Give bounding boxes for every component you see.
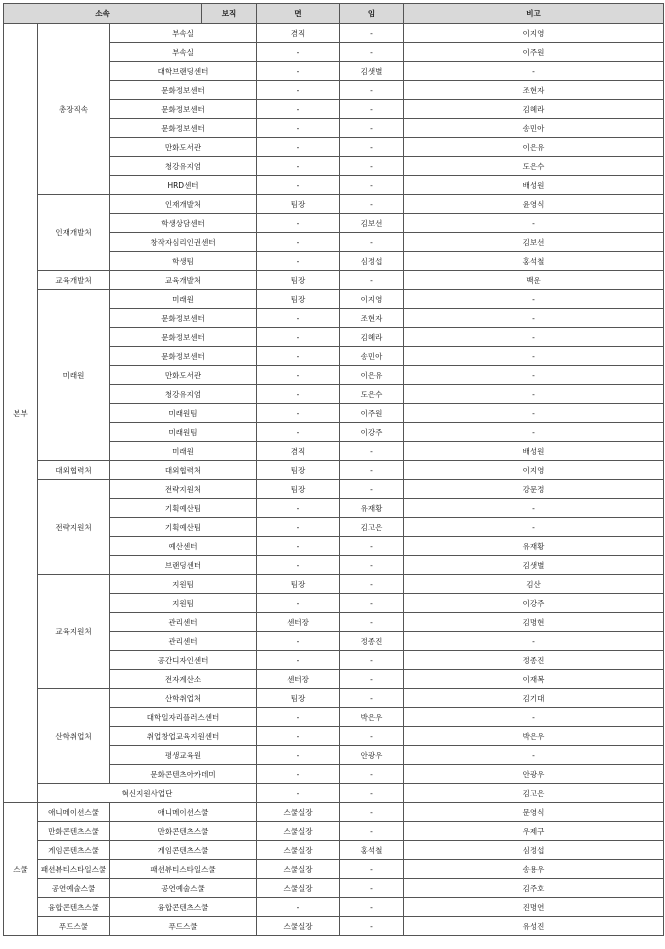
appointed-cell: 도은수	[404, 157, 664, 176]
relieved-cell: 이주원	[340, 404, 404, 423]
unit-cell: 문화정보센터	[110, 119, 257, 138]
position-cell: -	[257, 176, 340, 195]
position-cell: -	[257, 309, 340, 328]
appointed-cell: 안광우	[404, 765, 664, 784]
relieved-cell: -	[340, 765, 404, 784]
appointed-cell: 박은우	[404, 727, 664, 746]
position-cell: 스쿨실장	[257, 822, 340, 841]
subgroup-name: 산학취업처	[38, 689, 110, 784]
position-cell: -	[257, 43, 340, 62]
subgroup-name: 전략지원처	[38, 480, 110, 575]
appointed-cell: -	[404, 518, 664, 537]
relieved-cell: -	[340, 784, 404, 803]
unit-cell: 공간디자인센터	[110, 651, 257, 670]
header-remarks: 비고	[404, 4, 664, 24]
position-cell: 팀장	[257, 290, 340, 309]
unit-cell: 만화콘텐츠스쿨	[110, 822, 257, 841]
appointed-cell: 김고은	[404, 784, 664, 803]
appointed-cell: -	[404, 214, 664, 233]
appointed-cell: -	[404, 708, 664, 727]
relieved-cell: 홍석철	[340, 841, 404, 860]
appointed-cell: 유재황	[404, 537, 664, 556]
unit-cell: 기획예산팀	[110, 499, 257, 518]
appointed-cell: 김기대	[404, 689, 664, 708]
appointed-cell: 조현자	[404, 81, 664, 100]
position-cell: -	[257, 328, 340, 347]
table-row	[4, 898, 664, 917]
appointed-cell: 배성원	[404, 442, 664, 461]
appointed-cell: 문영식	[404, 803, 664, 822]
table-row	[4, 822, 664, 841]
relieved-cell: -	[340, 138, 404, 157]
position-cell: 팀장	[257, 271, 340, 290]
unit-cell: HRD센터	[110, 176, 257, 195]
appointed-cell: 김주호	[404, 879, 664, 898]
relieved-cell: -	[340, 442, 404, 461]
position-cell: -	[257, 385, 340, 404]
relieved-cell: -	[340, 24, 404, 43]
unit-cell: 애니메이션스쿨	[110, 803, 257, 822]
position-cell: 팀장	[257, 689, 340, 708]
table-row	[4, 195, 664, 214]
relieved-cell: -	[340, 81, 404, 100]
subgroup-name: 총장직속	[38, 24, 110, 195]
unit-cell: 창작자심리인권센터	[110, 233, 257, 252]
appointed-cell: 홍석철	[404, 252, 664, 271]
position-cell: 센터장	[257, 670, 340, 689]
table-row	[4, 860, 664, 879]
unit-cell: 전략지원처	[110, 480, 257, 499]
position-cell: 스쿨실장	[257, 860, 340, 879]
appointed-cell: -	[404, 632, 664, 651]
appointed-cell: 이주원	[404, 43, 664, 62]
position-cell: 센터장	[257, 613, 340, 632]
unit-cell: 미래원	[110, 290, 257, 309]
unit-cell: 문화콘텐츠아카데미	[110, 765, 257, 784]
unit-cell: 문화정보센터	[110, 100, 257, 119]
unit-cell: 융합콘텐츠스쿨	[110, 898, 257, 917]
appointed-cell: 심정섭	[404, 841, 664, 860]
position-cell: -	[257, 632, 340, 651]
relieved-cell: -	[340, 917, 404, 936]
relieved-cell: 도은수	[340, 385, 404, 404]
table-row	[4, 784, 664, 803]
subgroup-name: 교육지원처	[38, 575, 110, 689]
unit-cell: 대학브랜딩센터	[110, 62, 257, 81]
relieved-cell: -	[340, 233, 404, 252]
unit-cell: 부속실	[110, 24, 257, 43]
relieved-cell: 이은유	[340, 366, 404, 385]
subgroup-name: 공연예술스쿨	[38, 879, 110, 898]
relieved-cell: -	[340, 176, 404, 195]
appointed-cell: 이지영	[404, 461, 664, 480]
position-cell: -	[257, 651, 340, 670]
table-row	[4, 689, 664, 708]
unit-cell: 문화정보센터	[110, 309, 257, 328]
group-name: 본부	[4, 24, 38, 803]
position-cell: -	[257, 138, 340, 157]
position-cell: -	[257, 784, 340, 803]
relieved-cell: 송민아	[340, 347, 404, 366]
appointed-cell: 유성진	[404, 917, 664, 936]
personnel-table	[3, 3, 664, 936]
appointed-cell: 이은유	[404, 138, 664, 157]
unit-cell: 미래원팀	[110, 404, 257, 423]
table-row	[4, 271, 664, 290]
unit-cell: 관리센터	[110, 613, 257, 632]
unit-cell: 문화정보센터	[110, 81, 257, 100]
relieved-cell: -	[340, 613, 404, 632]
unit-cell: 패션뷰티스타일스쿨	[110, 860, 257, 879]
unit-cell: 문화정보센터	[110, 328, 257, 347]
appointed-cell: 강문정	[404, 480, 664, 499]
position-cell: -	[257, 81, 340, 100]
position-cell: -	[257, 347, 340, 366]
unit-cell: 청강유지엄	[110, 385, 257, 404]
table-row	[4, 841, 664, 860]
unit-cell: 부속실	[110, 43, 257, 62]
appointed-cell: 배성원	[404, 176, 664, 195]
relieved-cell: -	[340, 879, 404, 898]
relieved-cell: -	[340, 898, 404, 917]
subgroup-name: 교육개발처	[38, 271, 110, 290]
position-cell: -	[257, 366, 340, 385]
position-cell: -	[257, 62, 340, 81]
unit-cell: 대외협력처	[110, 461, 257, 480]
unit-cell: 공연예술스쿨	[110, 879, 257, 898]
unit-cell: 문화정보센터	[110, 347, 257, 366]
relieved-cell: 이지영	[340, 290, 404, 309]
relieved-cell: -	[340, 860, 404, 879]
appointed-cell: -	[404, 499, 664, 518]
position-cell: -	[257, 233, 340, 252]
appointed-cell: 김산	[404, 575, 664, 594]
unit-cell: 취업창업교육지원센터	[110, 727, 257, 746]
relieved-cell: 유재황	[340, 499, 404, 518]
relieved-cell: -	[340, 594, 404, 613]
table-row	[4, 290, 664, 309]
relieved-cell: -	[340, 100, 404, 119]
subgroup-name: 애니메이션스쿨	[38, 803, 110, 822]
position-cell: -	[257, 157, 340, 176]
relieved-cell: 김샛별	[340, 62, 404, 81]
table-row	[4, 803, 664, 822]
subgroup-name: 대외협력처	[38, 461, 110, 480]
relieved-cell: -	[340, 195, 404, 214]
position-cell: -	[257, 100, 340, 119]
header-appointed: 임	[340, 4, 404, 24]
position-cell: 스쿨실장	[257, 917, 340, 936]
unit-cell: 학생상담센터	[110, 214, 257, 233]
subgroup-name: 패션뷰티스타일스쿨	[38, 860, 110, 879]
table-row	[4, 879, 664, 898]
unit-cell: 대학일자리플러스센터	[110, 708, 257, 727]
appointed-cell: -	[404, 309, 664, 328]
position-cell: -	[257, 423, 340, 442]
unit-cell: 전자계산소	[110, 670, 257, 689]
position-cell: 팀장	[257, 575, 340, 594]
relieved-cell: -	[340, 537, 404, 556]
relieved-cell: -	[340, 556, 404, 575]
relieved-cell: -	[340, 670, 404, 689]
appointed-cell: -	[404, 746, 664, 765]
appointed-cell: 김보선	[404, 233, 664, 252]
relieved-cell: 조현자	[340, 309, 404, 328]
relieved-cell: -	[340, 803, 404, 822]
unit-cell: 산학취업처	[110, 689, 257, 708]
subgroup-name: 게임콘텐츠스쿨	[38, 841, 110, 860]
position-cell: -	[257, 708, 340, 727]
position-cell: 스쿨실장	[257, 803, 340, 822]
position-cell: -	[257, 404, 340, 423]
position-cell: 팀장	[257, 480, 340, 499]
position-cell: 팀장	[257, 195, 340, 214]
appointed-cell: 이지영	[404, 24, 664, 43]
relieved-cell: -	[340, 480, 404, 499]
relieved-cell: 김보선	[340, 214, 404, 233]
unit-cell: 예산센터	[110, 537, 257, 556]
relieved-cell: -	[340, 43, 404, 62]
appointed-cell: -	[404, 347, 664, 366]
table-row	[4, 24, 664, 43]
header-position: 보직	[202, 4, 257, 24]
relieved-cell: -	[340, 271, 404, 290]
relieved-cell: -	[340, 461, 404, 480]
subgroup-name: 만화콘텐츠스쿨	[38, 822, 110, 841]
appointed-cell: 윤영식	[404, 195, 664, 214]
appointed-cell: -	[404, 404, 664, 423]
unit-cell: 게임콘텐츠스쿨	[110, 841, 257, 860]
unit-cell: 혁신지원사업단	[38, 784, 257, 803]
relieved-cell: 정종진	[340, 632, 404, 651]
appointed-cell: -	[404, 328, 664, 347]
appointed-cell: 정종진	[404, 651, 664, 670]
relieved-cell: 이강주	[340, 423, 404, 442]
appointed-cell: -	[404, 423, 664, 442]
relieved-cell: 김혜라	[340, 328, 404, 347]
unit-cell: 학생팀	[110, 252, 257, 271]
position-cell: 겸직	[257, 24, 340, 43]
relieved-cell: 심정섭	[340, 252, 404, 271]
position-cell: -	[257, 727, 340, 746]
appointed-cell: -	[404, 62, 664, 81]
unit-cell: 푸드스쿨	[110, 917, 257, 936]
position-cell: -	[257, 119, 340, 138]
unit-cell: 미래원팀	[110, 423, 257, 442]
position-cell: -	[257, 214, 340, 233]
appointed-cell: 우제구	[404, 822, 664, 841]
subgroup-name: 인재개발처	[38, 195, 110, 271]
appointed-cell: 송민아	[404, 119, 664, 138]
position-cell: 스쿨실장	[257, 879, 340, 898]
relieved-cell: -	[340, 727, 404, 746]
table-row	[4, 461, 664, 480]
table-row	[4, 575, 664, 594]
unit-cell: 브랜딩센터	[110, 556, 257, 575]
unit-cell: 만화도서관	[110, 138, 257, 157]
group-name: 스쿨	[4, 803, 38, 936]
relieved-cell: -	[340, 157, 404, 176]
appointed-cell: 백운	[404, 271, 664, 290]
position-cell: -	[257, 898, 340, 917]
appointed-cell: 김혜라	[404, 100, 664, 119]
relieved-cell: -	[340, 119, 404, 138]
table-row	[4, 917, 664, 936]
relieved-cell: -	[340, 575, 404, 594]
header-relieved: 면	[257, 4, 340, 24]
position-cell: -	[257, 499, 340, 518]
relieved-cell: -	[340, 651, 404, 670]
subgroup-name: 융합콘텐츠스쿨	[38, 898, 110, 917]
position-cell: 팀장	[257, 461, 340, 480]
unit-cell: 청강유지엄	[110, 157, 257, 176]
position-cell: -	[257, 765, 340, 784]
header-affiliation: 소속	[4, 4, 202, 24]
appointed-cell: 송용우	[404, 860, 664, 879]
unit-cell: 인재개발처	[110, 195, 257, 214]
appointed-cell: 김명현	[404, 613, 664, 632]
position-cell: -	[257, 594, 340, 613]
unit-cell: 평생교육원	[110, 746, 257, 765]
unit-cell: 미래원	[110, 442, 257, 461]
appointed-cell: 김샛별	[404, 556, 664, 575]
relieved-cell: -	[340, 822, 404, 841]
position-cell: 겸직	[257, 442, 340, 461]
unit-cell: 기획예산팀	[110, 518, 257, 537]
appointed-cell: -	[404, 366, 664, 385]
position-cell: -	[257, 556, 340, 575]
relieved-cell: 김고은	[340, 518, 404, 537]
unit-cell: 지원팀	[110, 575, 257, 594]
appointed-cell: 이재복	[404, 670, 664, 689]
table-row	[4, 480, 664, 499]
unit-cell: 관리센터	[110, 632, 257, 651]
appointed-cell: -	[404, 385, 664, 404]
position-cell: 스쿨실장	[257, 841, 340, 860]
unit-cell: 교육개발처	[110, 271, 257, 290]
subgroup-name: 미래원	[38, 290, 110, 461]
position-cell: -	[257, 252, 340, 271]
appointed-cell: 진명연	[404, 898, 664, 917]
relieved-cell: 안광우	[340, 746, 404, 765]
header-row	[4, 4, 664, 24]
position-cell: -	[257, 537, 340, 556]
unit-cell: 지원팀	[110, 594, 257, 613]
subgroup-name: 푸드스쿨	[38, 917, 110, 936]
position-cell: -	[257, 746, 340, 765]
unit-cell: 만화도서관	[110, 366, 257, 385]
relieved-cell: -	[340, 689, 404, 708]
relieved-cell: 박은우	[340, 708, 404, 727]
position-cell: -	[257, 518, 340, 537]
appointed-cell: 이강주	[404, 594, 664, 613]
appointed-cell: -	[404, 290, 664, 309]
